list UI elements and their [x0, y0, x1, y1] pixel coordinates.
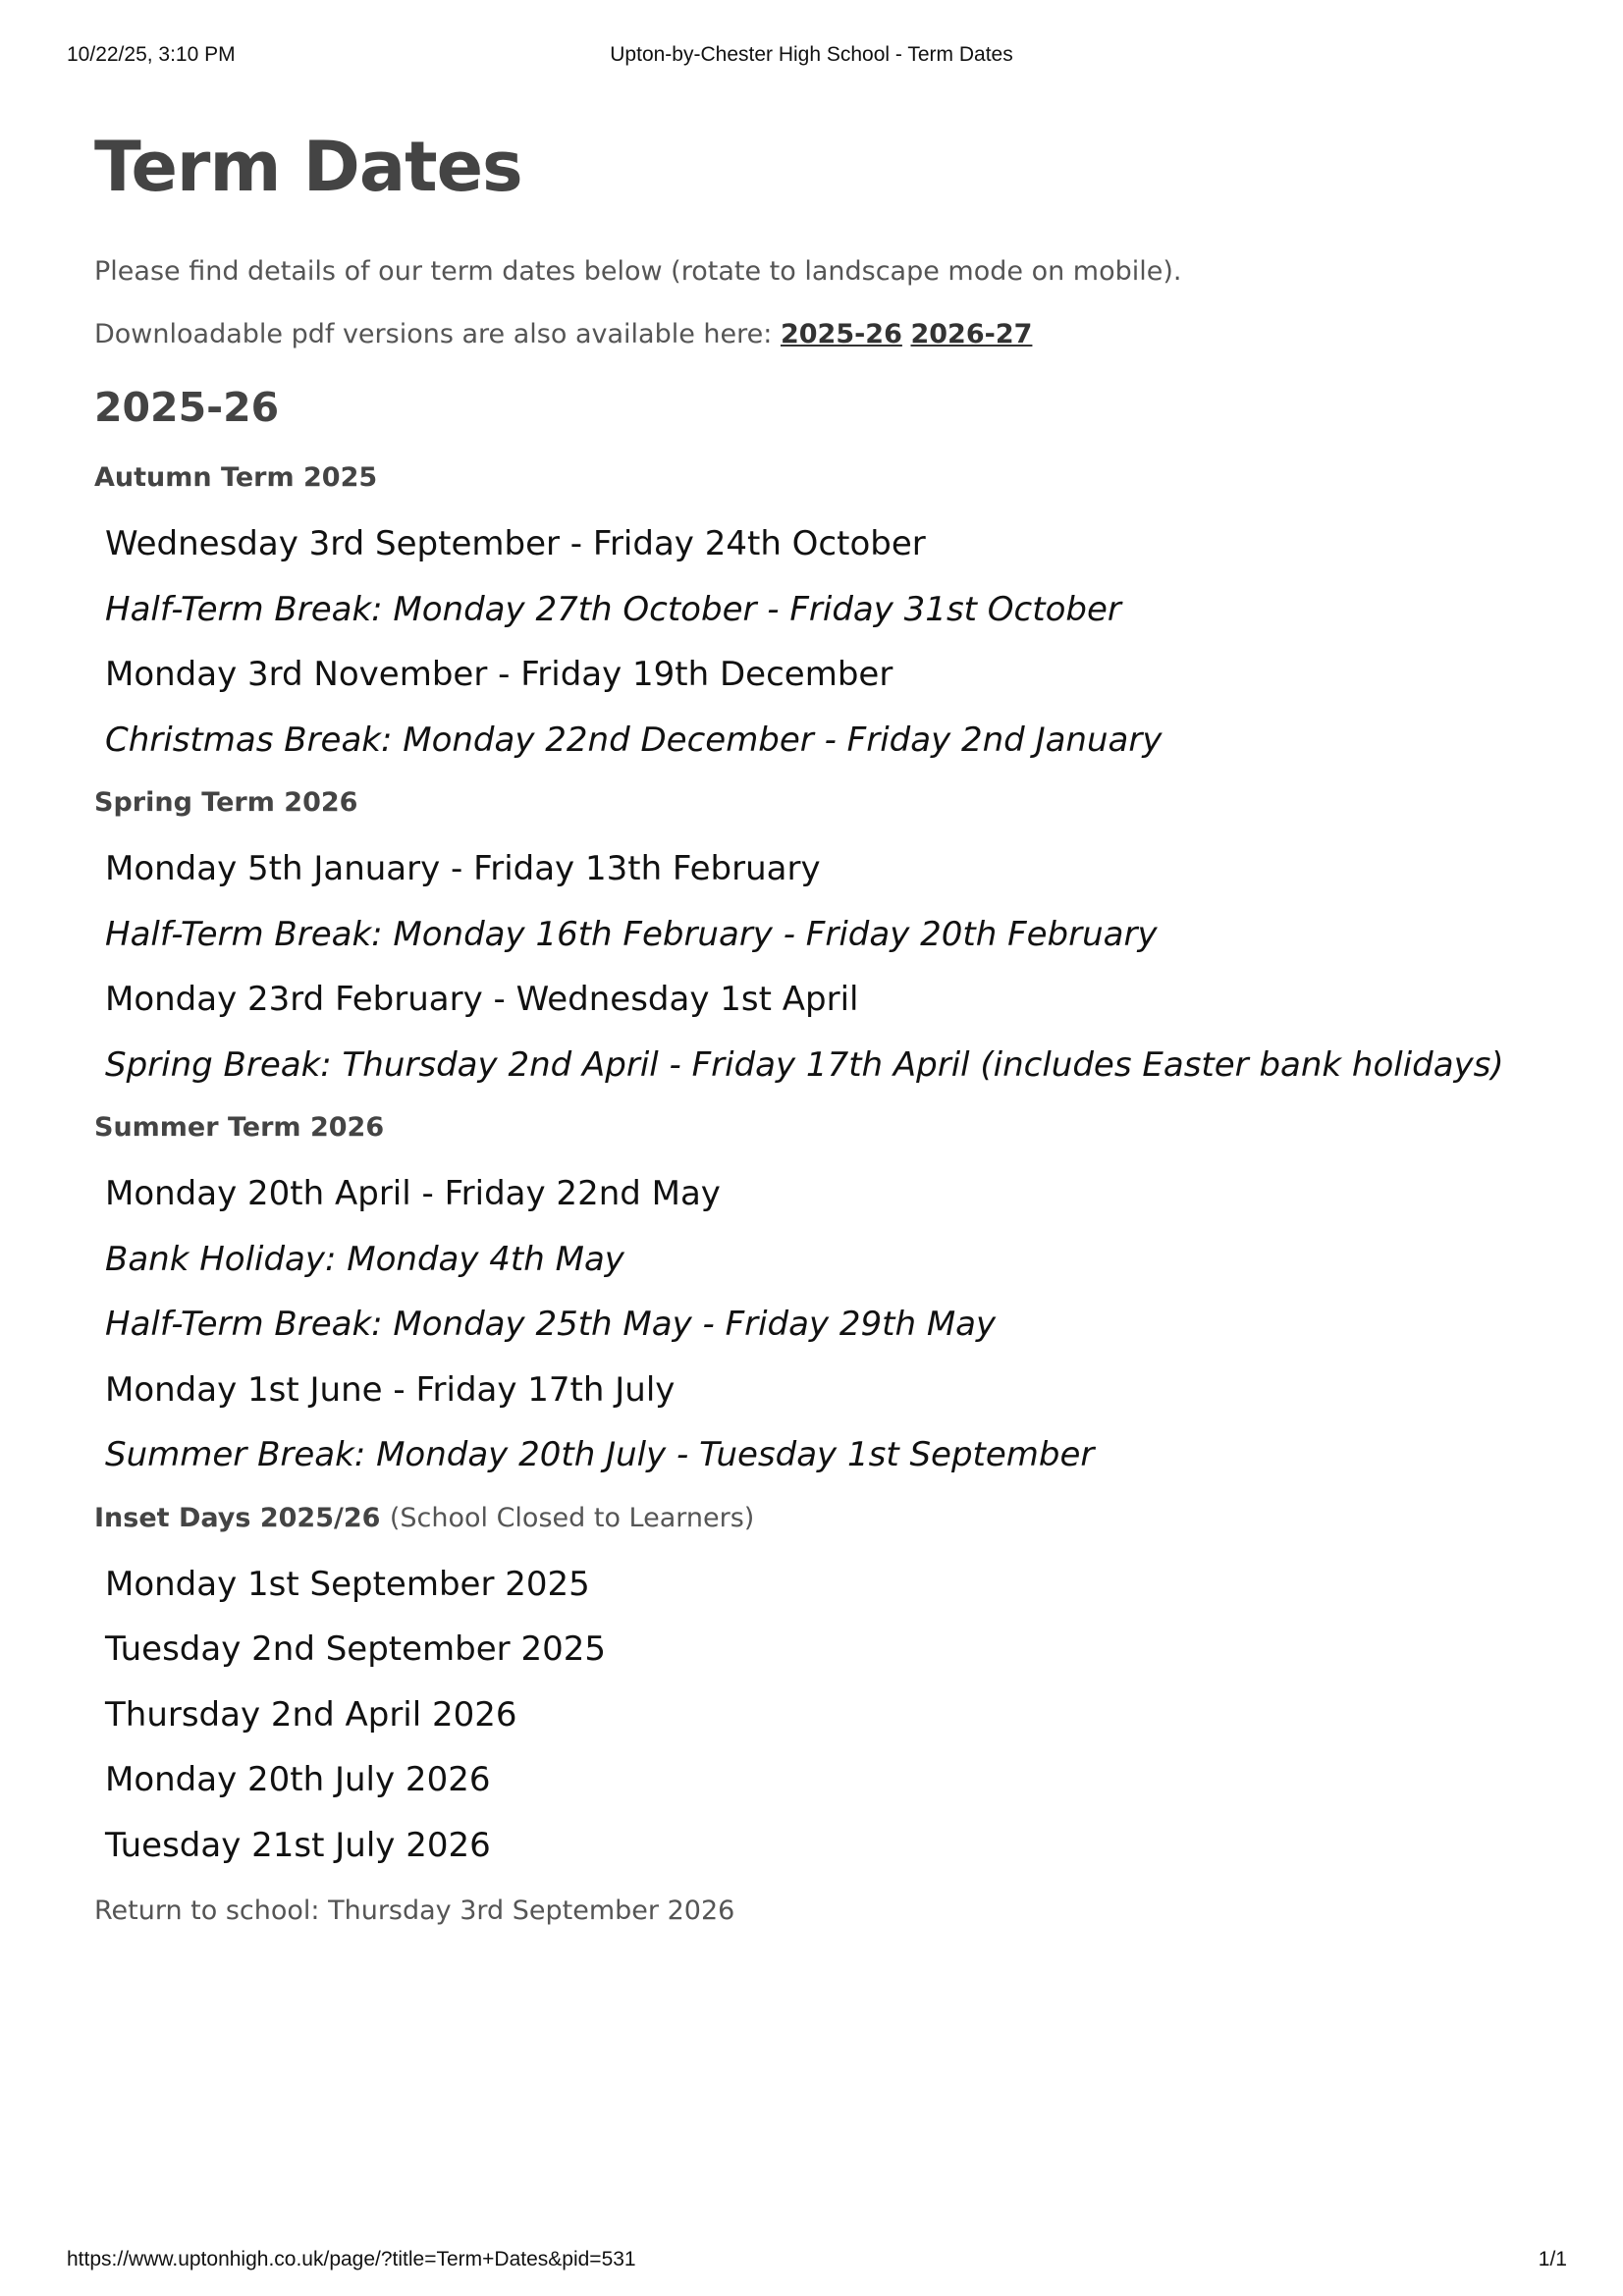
break-entry: Spring Break: Thursday 2nd April - Friday 17th April (includes Easter bank holidays) — [105, 1044, 1504, 1085]
inset-days-list — [105, 1562, 1528, 1889]
intro-text: Please find details of our term dates below (rotate to landscape mode on mobile). — [94, 256, 1182, 287]
main-content — [94, 123, 1528, 1929]
print-url: https://www.uptonhigh.co.uk/page/?title=Term+Dates&pid=531 — [67, 2248, 636, 2270]
term-date-entry: Monday 5th January - Friday 13th February — [105, 849, 821, 888]
break-entry: Bank Holiday: Monday 4th May — [105, 1239, 624, 1279]
term-dates-list — [105, 846, 1528, 1107]
download-link-2026-27[interactable]: 2026-27 — [910, 319, 1033, 349]
term-dates-list — [105, 521, 1528, 782]
term-heading: Summer Term 2026 — [94, 1112, 385, 1143]
inset-day-entry: Thursday 2nd April 2026 — [105, 1694, 517, 1735]
term-heading: Spring Term 2026 — [94, 787, 358, 818]
inset-day-entry: Monday 1st September 2025 — [105, 1564, 590, 1604]
term-section-summer — [94, 1110, 1528, 1498]
inset-day-entry: Tuesday 21st July 2026 — [105, 1825, 491, 1865]
downloads-paragraph — [94, 317, 1528, 352]
term-date-entry: Wednesday 3rd September - Friday 24th October — [105, 524, 926, 563]
download-link-2025-26[interactable]: 2025-26 — [780, 319, 902, 349]
print-page-number: 1/1 — [1538, 2248, 1567, 2270]
inset-day-entry: Monday 20th July 2026 — [105, 1760, 491, 1799]
term-date-entry: Monday 1st June - Friday 17th July — [105, 1369, 676, 1410]
print-timestamp: 10/22/25, 3:10 PM — [67, 43, 236, 66]
inset-days-heading — [94, 1501, 1528, 1536]
break-entry: Summer Break: Monday 20th July - Tuesday 1st September — [105, 1435, 1095, 1474]
inset-days-title: Inset Days 2025/26 — [94, 1502, 381, 1533]
break-entry: Half-Term Break: Monday 25th May - Friday 29th May — [105, 1305, 997, 1344]
term-section-spring — [94, 785, 1528, 1107]
term-date-entry: Monday 3rd November - Friday 19th December — [105, 655, 893, 694]
break-entry: Half-Term Break: Monday 27th October - Friday 31st October — [105, 589, 1121, 629]
return-to-school-note: Return to school: Thursday 3rd September 2026 — [94, 1896, 735, 1926]
term-heading: Autumn Term 2025 — [94, 462, 378, 493]
term-date-entry: Monday 23rd February - Wednesday 1st April — [105, 980, 859, 1019]
term-dates-list — [105, 1171, 1528, 1498]
inset-days-note: (School Closed to Learners) — [389, 1502, 755, 1533]
inset-days-section — [94, 1501, 1528, 1889]
downloads-label: Downloadable pdf versions are also available here: — [94, 319, 773, 349]
break-entry: Half-Term Break: Monday 16th February - Friday 20th February — [105, 914, 1158, 954]
term-section-autumn — [94, 460, 1528, 782]
year-heading: 2025-26 — [94, 384, 280, 431]
page-title: Term Dates — [94, 127, 522, 207]
inset-day-entry: Tuesday 2nd September 2025 — [105, 1629, 606, 1669]
print-document-title: Upton-by-Chester High School - Term Dates — [610, 43, 1013, 66]
term-date-entry: Monday 20th April - Friday 22nd May — [105, 1174, 721, 1213]
break-entry: Christmas Break: Monday 22nd December - Friday 2nd January — [105, 720, 1163, 760]
